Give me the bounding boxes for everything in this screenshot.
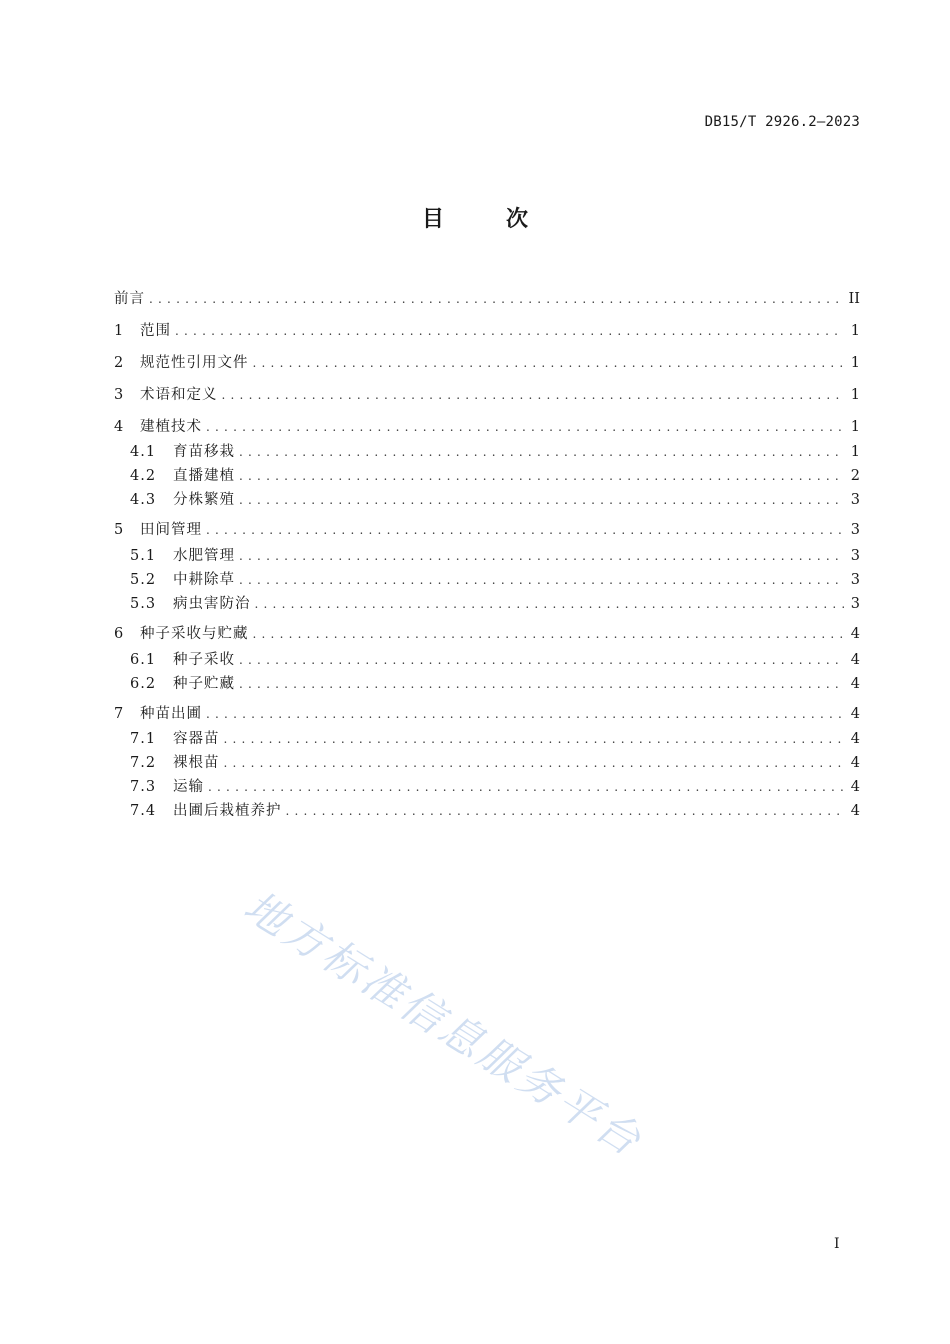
- toc-entry-5-2[interactable]: [130, 570, 860, 590]
- toc-leader-dots: [149, 289, 843, 309]
- toc-entry-label: 出圃后栽植养护: [173, 803, 282, 819]
- toc-entry-page: II: [848, 291, 860, 307]
- toc-entry-label: 术语和定义: [140, 387, 218, 403]
- toc-entry-number: 1: [114, 323, 124, 339]
- toc-entry-label: 育苗移栽: [173, 444, 235, 460]
- toc-entry-page: 4: [850, 676, 860, 692]
- toc-entry-3[interactable]: [114, 385, 860, 405]
- toc-entry-number: 6.2: [130, 676, 157, 692]
- toc-entry-number: 7.3: [130, 779, 157, 795]
- toc-entry-number: 7.2: [130, 755, 157, 771]
- toc-entry-page: 3: [850, 492, 860, 508]
- toc-leader-dots: [224, 753, 845, 773]
- toc-entry-number: 4: [114, 419, 124, 435]
- toc-entry-4[interactable]: [114, 417, 860, 437]
- page-title: [0, 202, 950, 233]
- toc-entry-5[interactable]: [114, 520, 860, 540]
- toc-entry-label: 规范性引用文件: [140, 355, 249, 371]
- toc-entry-page: 1: [850, 323, 860, 339]
- toc-entry-page: 1: [850, 387, 860, 403]
- toc-entry-preface[interactable]: [114, 289, 860, 309]
- toc-entry-6-2[interactable]: [130, 674, 860, 694]
- toc-leader-dots: [206, 704, 844, 724]
- toc-entry-4-3[interactable]: [130, 490, 860, 510]
- toc-entry-page: 4: [850, 803, 860, 819]
- toc-entry-label: 病虫害防治: [173, 596, 251, 612]
- toc-entry-label: 种子采收与贮藏: [140, 626, 249, 642]
- title-char-1: 目: [421, 207, 444, 232]
- toc-entry-page: 4: [850, 652, 860, 668]
- watermark: 地方标准信息服务平台: [235, 881, 652, 1167]
- toc-entry-page: 3: [850, 596, 860, 612]
- toc-entry-5-3[interactable]: [130, 594, 860, 614]
- toc-entry-2[interactable]: [114, 353, 860, 373]
- toc-entry-1[interactable]: [114, 321, 860, 341]
- toc-leader-dots: [255, 594, 845, 614]
- toc-entry-number: 7: [114, 706, 124, 722]
- toc-leader-dots: [224, 729, 845, 749]
- toc-leader-dots: [222, 385, 845, 405]
- toc-entry-number: 7.4: [130, 803, 157, 819]
- toc-entry-5-1[interactable]: [130, 546, 860, 566]
- toc-entry-6[interactable]: [114, 624, 860, 644]
- toc-entry-label: 田间管理: [140, 522, 202, 538]
- toc-entry-label: 种苗出圃: [140, 706, 202, 722]
- toc-entry-label: 前言: [114, 291, 145, 307]
- toc-entry-label: 种子贮藏: [173, 676, 235, 692]
- page-number: I: [834, 1236, 840, 1252]
- toc-entry-number: 4.2: [130, 468, 157, 484]
- toc-entry-4-2[interactable]: [130, 466, 860, 486]
- document-code: DB15/T 2926.2—2023: [704, 114, 860, 130]
- toc-entry-page: 2: [850, 468, 860, 484]
- toc-entry-7-3[interactable]: [130, 777, 860, 797]
- toc-entry-label: 种子采收: [173, 652, 235, 668]
- toc-entry-number: 5: [114, 522, 124, 538]
- title-char-2: 次: [506, 207, 529, 232]
- toc-entry-page: 4: [850, 731, 860, 747]
- toc-leader-dots: [239, 650, 844, 670]
- toc-entry-label: 容器苗: [173, 731, 220, 747]
- toc-leader-dots: [206, 520, 844, 540]
- toc-entry-number: 4.3: [130, 492, 157, 508]
- toc-entry-number: 5.3: [130, 596, 157, 612]
- toc-leader-dots: [206, 417, 844, 437]
- toc-entry-page: 3: [850, 572, 860, 588]
- toc-entry-number: 6: [114, 626, 124, 642]
- toc-leader-dots: [286, 801, 845, 821]
- toc-entry-label: 运输: [173, 779, 204, 795]
- toc-entry-number: 5.2: [130, 572, 157, 588]
- toc-entry-label: 裸根苗: [173, 755, 220, 771]
- toc-entry-7-4[interactable]: [130, 801, 860, 821]
- toc-entry-number: 2: [114, 355, 124, 371]
- toc-entry-4-1[interactable]: [130, 442, 860, 462]
- toc-entry-6-1[interactable]: [130, 650, 860, 670]
- toc-entry-label: 直播建植: [173, 468, 235, 484]
- toc-entry-label: 建植技术: [140, 419, 202, 435]
- toc-entry-number: 5.1: [130, 548, 157, 564]
- toc-entry-page: 4: [850, 706, 860, 722]
- toc-entry-number: 3: [114, 387, 124, 403]
- toc-entry-7-2[interactable]: [130, 753, 860, 773]
- toc-entry-page: 1: [850, 355, 860, 371]
- toc-entry-page: 4: [850, 755, 860, 771]
- toc-entry-page: 3: [850, 548, 860, 564]
- toc-entry-label: 中耕除草: [173, 572, 235, 588]
- toc-entry-page: 3: [850, 522, 860, 538]
- toc-leader-dots: [239, 570, 844, 590]
- toc-leader-dots: [239, 466, 844, 486]
- toc-entry-number: 6.1: [130, 652, 157, 668]
- toc-leader-dots: [253, 624, 845, 644]
- toc-entry-7[interactable]: [114, 704, 860, 724]
- toc-entry-page: 1: [850, 444, 860, 460]
- toc-entry-number: 4.1: [130, 444, 157, 460]
- toc-leader-dots: [239, 490, 844, 510]
- toc-leader-dots: [253, 353, 845, 373]
- toc-entry-label: 水肥管理: [173, 548, 235, 564]
- toc-entry-label: 范围: [140, 323, 171, 339]
- toc-entry-7-1[interactable]: [130, 729, 860, 749]
- toc-entry-page: 4: [850, 779, 860, 795]
- toc-entry-number: 7.1: [130, 731, 157, 747]
- toc-leader-dots: [239, 442, 844, 462]
- toc-leader-dots: [239, 546, 844, 566]
- toc-entry-page: 1: [850, 419, 860, 435]
- toc-leader-dots: [208, 777, 844, 797]
- toc-entry-page: 4: [850, 626, 860, 642]
- toc-leader-dots: [175, 321, 844, 341]
- toc-entry-label: 分株繁殖: [173, 492, 235, 508]
- toc-leader-dots: [239, 674, 844, 694]
